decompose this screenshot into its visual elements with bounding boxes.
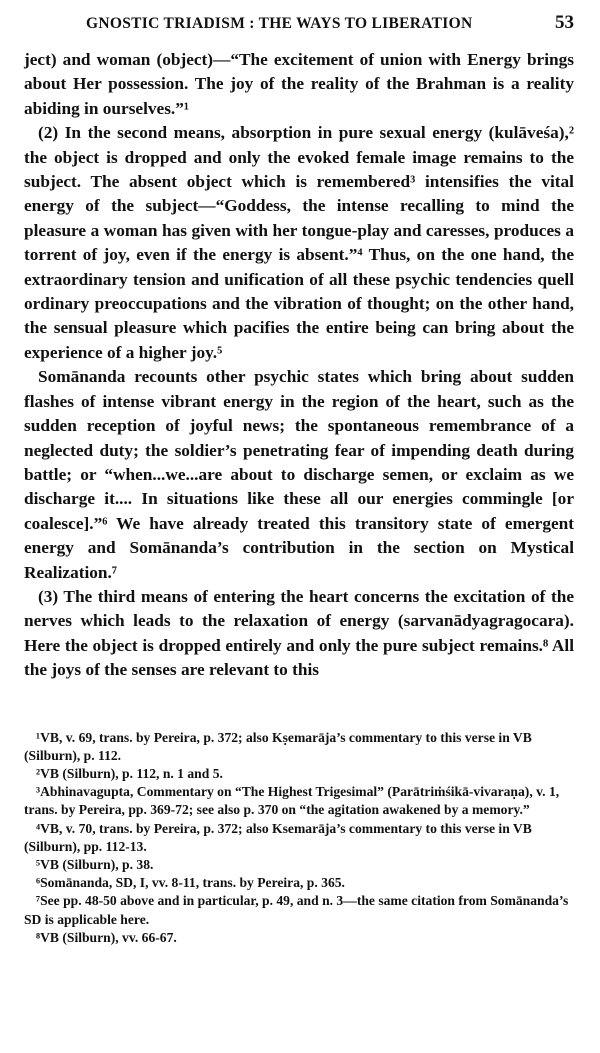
footnote-8: ⁸VB (Silburn), vv. 66-67.	[36, 929, 177, 945]
paragraph-2: (2) In the second means, absorption in pure sexual energy (kulāveśa),² the object is dropped and only the evoked female image remains to the subject. The absent object which is remembered³ intensifies the vital energy of the subject—“Goddess, the intense recalling to mind the pleasure a woman has given with her tongue-play and caresses, produces a torrent of joy, even if the energy is absent.”⁴ Thus, on the one hand, the extraordinary tension and unification of all these psychic tendencies quell ordinary preoccupations and the vibration of thought; on the other hand, the sensual pleasure which pacifies the entire being can bring about the experience of a higher joy.⁵	[24, 123, 574, 362]
paragraph-4: (3) The third means of entering the heart concerns the excitation of the nerves which leads to the relaxation of energy (sarvanādyagragocara). Here the object is dropped entirely and only the pure subject remains.⁸ All the joys of the senses are relevant to this	[24, 586, 574, 680]
footnote-2: ²VB (Silburn), p. 112, n. 1 and 5.	[36, 765, 223, 781]
footnote-3: ³Abhinavagupta, Commentary on “The Highest Trigesimal” (Parātriṁśikā-vivaraṇa), v. 1, trans. by Pereira, pp. 369-72; see also p. 370 on “the agitation awakened by a memory.”	[24, 784, 560, 818]
running-head-title: GNOSTIC TRIADISM : THE WAYS TO LIBERATION	[86, 15, 473, 32]
running-header	[24, 12, 574, 34]
page-number: 53	[555, 12, 574, 33]
footnote-7: ⁷See pp. 48-50 above and in particular, p. 49, and n. 3—the same citation from Somānanda’s SD is applicable here.	[24, 893, 569, 927]
body-text	[24, 48, 574, 683]
footnote-6: ⁶Somānanda, SD, I, vv. 8-11, trans. by Pereira, p. 365.	[36, 875, 345, 891]
footnote-4: ⁴VB, v. 70, trans. by Pereira, p. 372; also Ksemarāja’s commentary to this verse in VB (Silburn), pp. 112-13.	[24, 820, 532, 854]
footnote-1: ¹VB, v. 69, trans. by Pereira, p. 372; also Kṣemarāja’s commentary to this verse in VB (Silburn), p. 112.	[24, 729, 532, 763]
paragraph-1: ject) and woman (object)—“The excitement of union with Energy brings about Her possession. The joy of the reality of the Brahman is a reality abiding in ourselves.”¹	[24, 50, 574, 118]
footnotes	[24, 729, 574, 947]
paragraph-3: Somānanda recounts other psychic states which bring about sudden flashes of intense vibrant energy in the region of the heart, such as the sudden reception of joyful news; the spontaneous remembrance of a neglected duty; the soldier’s penetrating fear of impending death during battle; or “when...we...are about to discharge semen, or exclaim as we discharge it.... In situations like these all our energies commingle [or coalesce].”⁶ We have already treated this transitory state of emergent energy and Somānanda’s contribution in the section on Mystical Realization.⁷	[24, 367, 574, 582]
footnote-5: ⁵VB (Silburn), p. 38.	[36, 856, 154, 872]
